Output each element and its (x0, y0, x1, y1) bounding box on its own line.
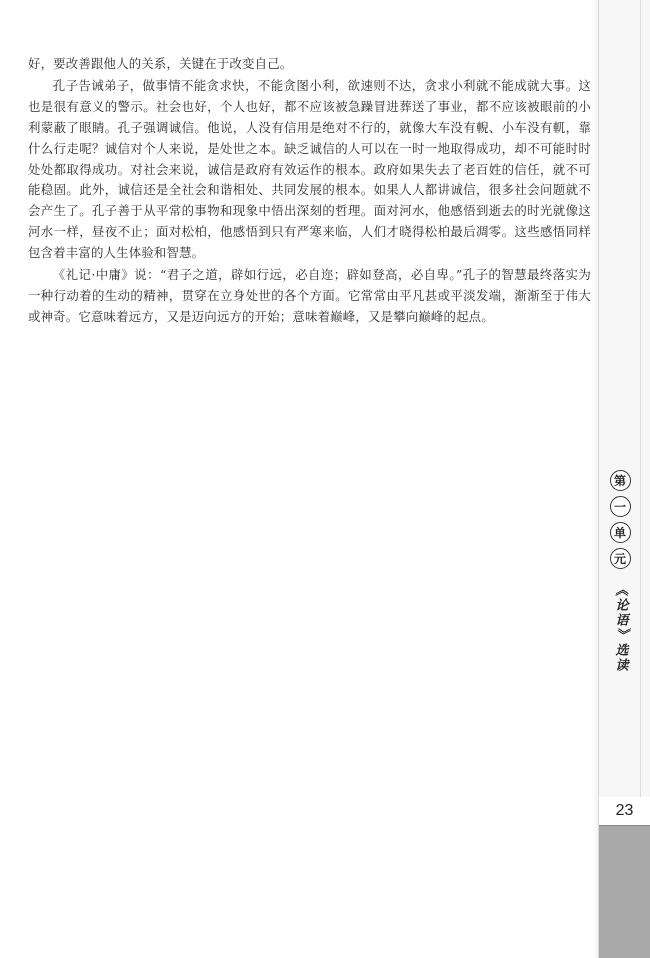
unit-char-2: 一 (610, 496, 631, 517)
unit-char-3: 单 (610, 522, 631, 543)
page-number-tab (599, 797, 650, 958)
unit-char-4: 元 (610, 548, 631, 569)
unit-char-1: 第 (610, 470, 631, 491)
page-number: 23 (615, 802, 634, 819)
paragraph-confucius-teachings: 孔子告诫弟子，做事情不能贪求快，不能贪图小利，欲速则不达，贪求小利就不能成就大事。这也是很有意义的警示。社会也好，个人也好，都不应该被急躁冒进葬送了事业，都不应该被眼前的小利蒙蔽了眼睛。孔子强调诚信。他说，人没有信用是绝对不行的，就像大车没有輗、小车没有軏，靠什么行走呢？诚信对个人来说，是处世之本。缺乏诚信的人可以在一时一地取得成功，却不可能时时处处都取得成功。对社会来说，诚信是政府有效运作的根本。政府如果失去了老百姓的信任，就不可能稳固。此外，诚信还是全社会和谐相处、共同发展的根本。如果人人都讲诚信，很多社会问题就不会产生了。孔子善于从平常的事物和现象中悟出深刻的哲理。面对河水，他感悟到逝去的时光就像这河水一样，昼夜不止；面对松柏，他感悟到只有严寒来临，人们才晓得松柏最后凋零。这些感悟同样包含着丰富的人生体验和智慧。 (28, 77, 591, 261)
page-number-box (599, 797, 650, 826)
paragraph-liji-zhongyong: 《礼记·中庸》说：“君子之道，辟如行远，必自迩；辟如登高，必自卑。”孔子的智慧最终落实为一种行动着的生动的精神，贯穿在立身处世的各个方面。它常常由平凡甚或平淡发端，渐渐至于伟大或神奇。它意味着远方，又是迈向远方的开始；意味着巅峰，又是攀向巅峰的起点。 (28, 267, 591, 324)
paragraph-continuation: 好，要改善跟他人的关系，关键在于改变自己。 (28, 56, 293, 71)
body-text (28, 54, 591, 329)
unit-title: 《论语》选读 (612, 583, 628, 673)
unit-side-tab (600, 470, 640, 698)
unit-label (610, 470, 631, 569)
